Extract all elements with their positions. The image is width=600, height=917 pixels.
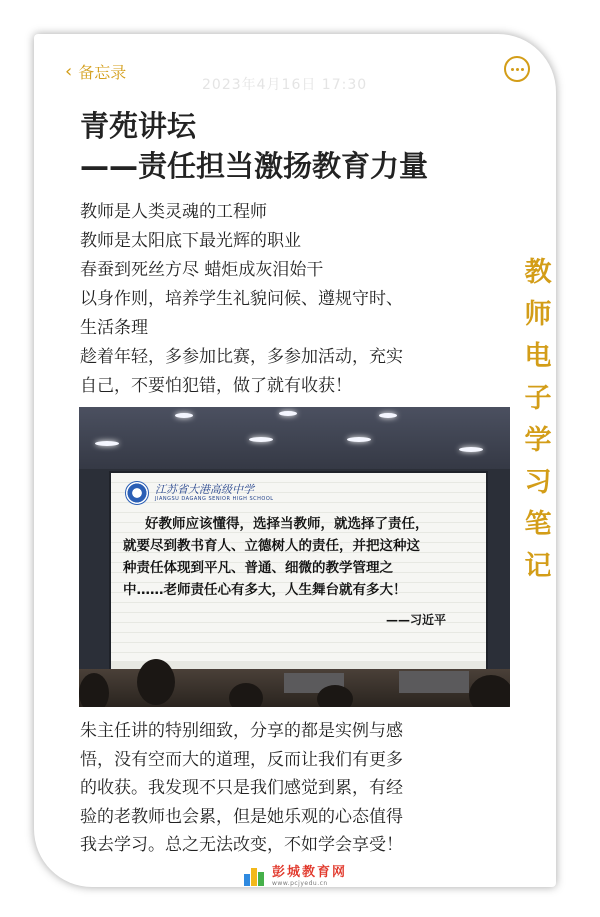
body-line: 的收获。我发现不只是我们感觉到累，有经 [80, 778, 403, 798]
ceiling [79, 407, 510, 469]
quote-attribution: ——习近平 [385, 613, 446, 627]
side-title-char: 师 [524, 299, 552, 330]
intro-line: 自己，不要怕犯错，做了就有收获！ [80, 376, 352, 396]
quote-line: 好教师应该懂得，选择当教师，就选择了责任， [145, 516, 429, 532]
intro-line: 生活条理 [80, 318, 148, 338]
school-seal-icon [125, 481, 149, 505]
side-title-char: 记 [524, 551, 552, 582]
school-name: 江苏省大港高级中学 [155, 483, 254, 496]
intro-line: 教师是太阳底下最光辉的职业 [80, 231, 301, 251]
body-line: 验的老教师也会累，但是她乐观的心态值得 [80, 806, 403, 827]
intro-line: 春蚕到死丝方尽 蜡炬成灰泪始干 [80, 260, 324, 280]
watermark-title: 彭城教育网 [272, 865, 348, 880]
note-timestamp: 2023年4月16日 17:30 [202, 77, 368, 93]
title-line-1: 青苑讲坛 [80, 109, 197, 143]
screen-quote [123, 513, 478, 601]
body-line: 朱主任讲的特别细致，分享的都是实例与感 [80, 721, 403, 741]
quote-line: 就要尽到教书育人、立德树人的责任，并把这种这 [123, 538, 420, 554]
quote-line: 中……老师责任心有多大，人生舞台就有多大！ [123, 582, 407, 598]
quote-line: 种责任体现到平凡、普通、细微的教学管理之 [123, 560, 393, 576]
watermark-url: www.pcjyedu.cn [272, 880, 328, 887]
lecture-photo [79, 407, 510, 707]
back-button[interactable] [65, 60, 126, 83]
back-label: 备忘录 [78, 63, 127, 82]
intro-line: 以身作则，培养学生礼貌问候、遵规守时、 [80, 289, 403, 309]
intro-line: 教师是人类灵魂的工程师 [80, 202, 267, 222]
watermark [244, 866, 347, 887]
top-bar [34, 34, 556, 104]
side-title-char: 电 [524, 341, 552, 372]
intro-text [80, 198, 510, 401]
body-text [80, 717, 520, 860]
body-line: 我去学习。总之无法改变，不如学会享受！ [80, 835, 403, 855]
books-logo-icon [244, 868, 266, 886]
school-logo [125, 481, 274, 505]
audience-area [79, 669, 510, 707]
chevron-left-icon: ‹ [65, 60, 73, 82]
side-title-char: 教 [524, 257, 552, 288]
title-line-2: ——责任担当激扬教育力量 [80, 149, 429, 183]
side-title-char: 学 [524, 425, 552, 456]
note-title [80, 106, 428, 186]
body-line: 悟，没有空而大的道理，反而让我们有更多 [80, 749, 403, 770]
side-title-char: 子 [524, 383, 552, 414]
intro-line: 趁着年轻，多参加比赛，多参加活动，充实 [80, 347, 403, 367]
side-title-char: 笔 [524, 509, 552, 540]
side-title [518, 252, 558, 588]
more-options-icon[interactable] [504, 56, 530, 82]
projection-screen [109, 471, 488, 675]
side-title-char: 习 [524, 467, 552, 498]
school-english-name: JIANGSU DAGANG SENIOR HIGH SCHOOL [155, 496, 274, 502]
note-card [34, 34, 556, 887]
